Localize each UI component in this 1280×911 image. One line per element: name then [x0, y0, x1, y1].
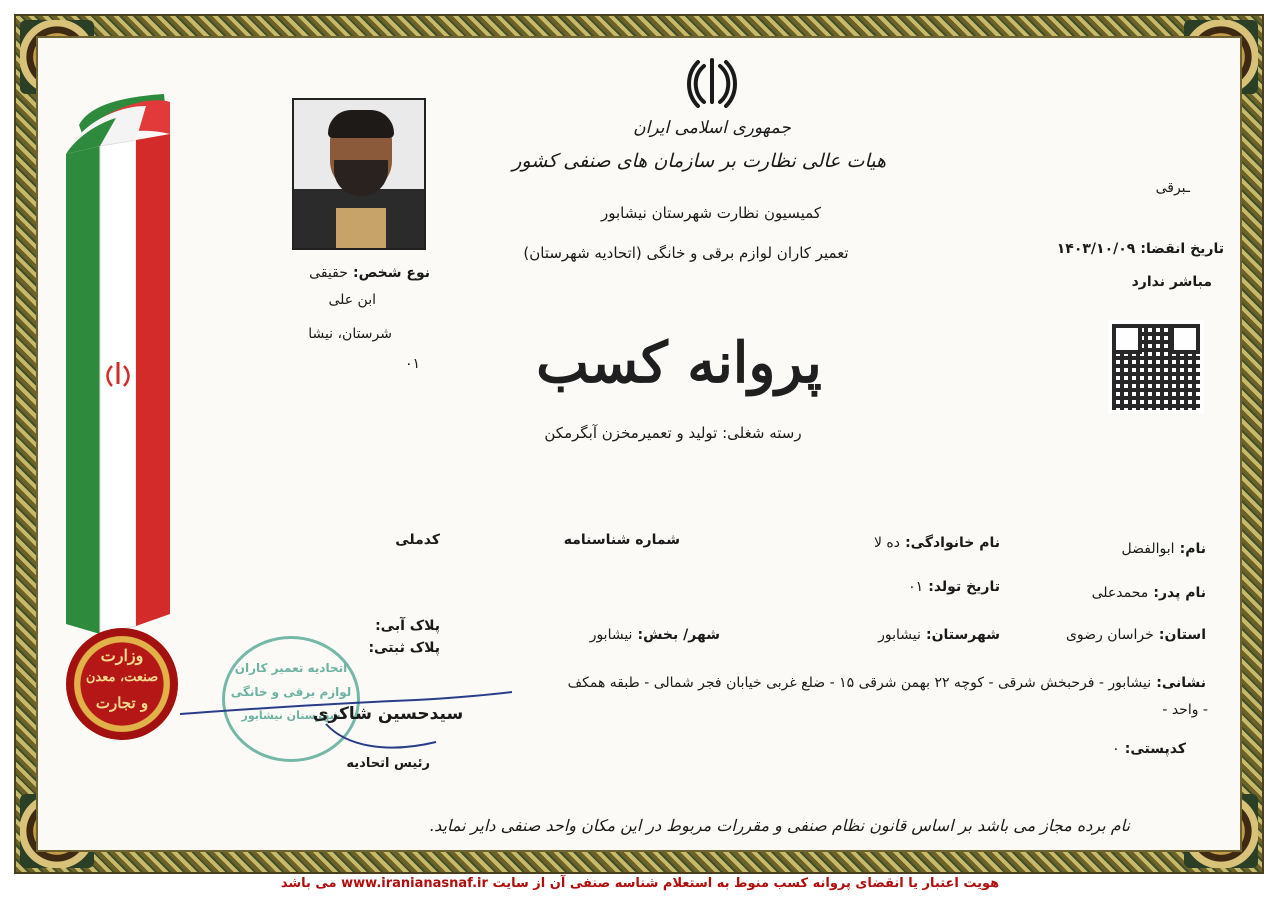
- province-row: [1020, 624, 1206, 643]
- commission-heading: کمیسیون نظارت شهرستان نیشابور: [601, 204, 821, 222]
- last-name-row: [800, 532, 1000, 551]
- iran-emblem-icon: [684, 54, 740, 108]
- county-value: نیشابور: [878, 627, 921, 643]
- person-type-label: نوع شخص:: [352, 265, 430, 281]
- city-row: [570, 624, 720, 643]
- first-name-value: ابوالفضل: [1121, 541, 1175, 557]
- person-type-value: حقیقی: [309, 265, 348, 281]
- footer-notice: هویت اعتبار یا انقضای پروانه کسب منوط به استعلام شناسه صنفی آن از سایت www.iranianasnaf.ir می باشد: [280, 876, 1000, 891]
- left-fragment-2: شرستان، نیشا: [308, 326, 392, 342]
- stamp-text-3: شهرستان نیشابور: [241, 709, 341, 722]
- stamp-text-1: اتحادیه تعمیر کاران: [234, 661, 348, 675]
- address-line-1: نیشابور - فرحبخش شرقی - کوچه ۲۲ بهمن شرقی ۱۵ - ضلع غربی خیابان فجر شمالی - طبقه همکف: [567, 675, 1152, 691]
- ministry-seal: [66, 628, 178, 740]
- left-fragment-3: ۰۱: [404, 356, 420, 372]
- father-row: [1020, 582, 1206, 601]
- right-top-fragment: ـبرقی: [1155, 180, 1190, 196]
- seal-text-bottom: و تجارت: [95, 694, 149, 712]
- province-value: خراسان رضوی: [1065, 627, 1154, 643]
- seal-text-top: وزارت: [100, 646, 144, 665]
- signatory-name: سیدحسین شاکری: [312, 704, 464, 724]
- postal-row: [1040, 738, 1186, 757]
- address-label: نشانی:: [1156, 675, 1206, 691]
- photo-hair: [328, 110, 394, 138]
- holder-photo: [292, 98, 426, 250]
- blue-plate-label: پلاک آبی:: [375, 618, 440, 634]
- expiry-row: [1026, 238, 1224, 257]
- signature-mark: [176, 684, 516, 764]
- registered-plate-label: پلاک ثبتی:: [368, 640, 440, 656]
- council-heading: هیات عالی نظارت بر سازمان های صنفی کشور: [512, 150, 886, 172]
- first-name-label: نام:: [1179, 541, 1206, 557]
- county-label: شهرستان:: [925, 627, 1000, 643]
- photo-shirt: [336, 208, 386, 250]
- birth-row: [820, 576, 1000, 595]
- iran-flag-ribbon: [66, 94, 170, 634]
- province-label: استان:: [1158, 627, 1206, 643]
- id-number-label: شماره شناسنامه: [563, 532, 680, 548]
- address-line-2: - واحد -: [1162, 702, 1208, 718]
- direct-status: مباشر ندارد: [1131, 274, 1212, 290]
- seal-text-middle: صنعت، معدن: [85, 670, 159, 685]
- union-heading: تعمیر کاران لوازم برقی و خانگی (اتحادیه شهرستان): [523, 244, 849, 262]
- postal-value: ۰: [1112, 741, 1120, 757]
- stamp-text-2: لوازم برقی و خانگی: [230, 685, 352, 699]
- national-code-label: کدملی: [395, 532, 440, 548]
- birth-value: ۰۱: [908, 579, 924, 595]
- father-value: محمدعلی: [1091, 585, 1149, 601]
- photo-beard: [334, 160, 388, 196]
- field-of-work: رسته شغلی: تولید و تعمیرمخزن آبگرمکن: [544, 424, 802, 442]
- last-name-value: ده لا: [873, 535, 900, 551]
- birth-label: تاریخ تولد:: [928, 579, 1000, 595]
- expiry-value: ۱۴۰۳/۱۰/۰۹: [1056, 241, 1136, 257]
- signatory-title: رئیس اتحادیه: [346, 756, 430, 771]
- address-row: [480, 672, 1206, 691]
- postal-label: کدپستی:: [1124, 741, 1186, 757]
- county-row: [800, 624, 1000, 643]
- document-title: پروانه کسب: [536, 330, 822, 396]
- last-name-label: نام خانوادگی:: [905, 535, 1000, 551]
- person-type-row: [270, 262, 430, 281]
- legal-note: نام برده مجاز می باشد بر اساس قانون نظام صنفی و مقررات مربوط در این مکان واحد صنفی دایر نماید.: [429, 816, 1130, 835]
- city-label: شهر/ بخش:: [637, 627, 720, 643]
- city-value: نیشابور: [589, 627, 633, 643]
- left-fragment-1: ابن علی: [328, 292, 376, 308]
- expiry-label: تاریخ انقضا:: [1140, 241, 1224, 257]
- republic-heading: جمهوری اسلامی ایران: [633, 118, 791, 138]
- first-name-row: [1020, 538, 1206, 557]
- father-label: نام پدر:: [1153, 585, 1206, 601]
- qr-code: [1108, 320, 1204, 414]
